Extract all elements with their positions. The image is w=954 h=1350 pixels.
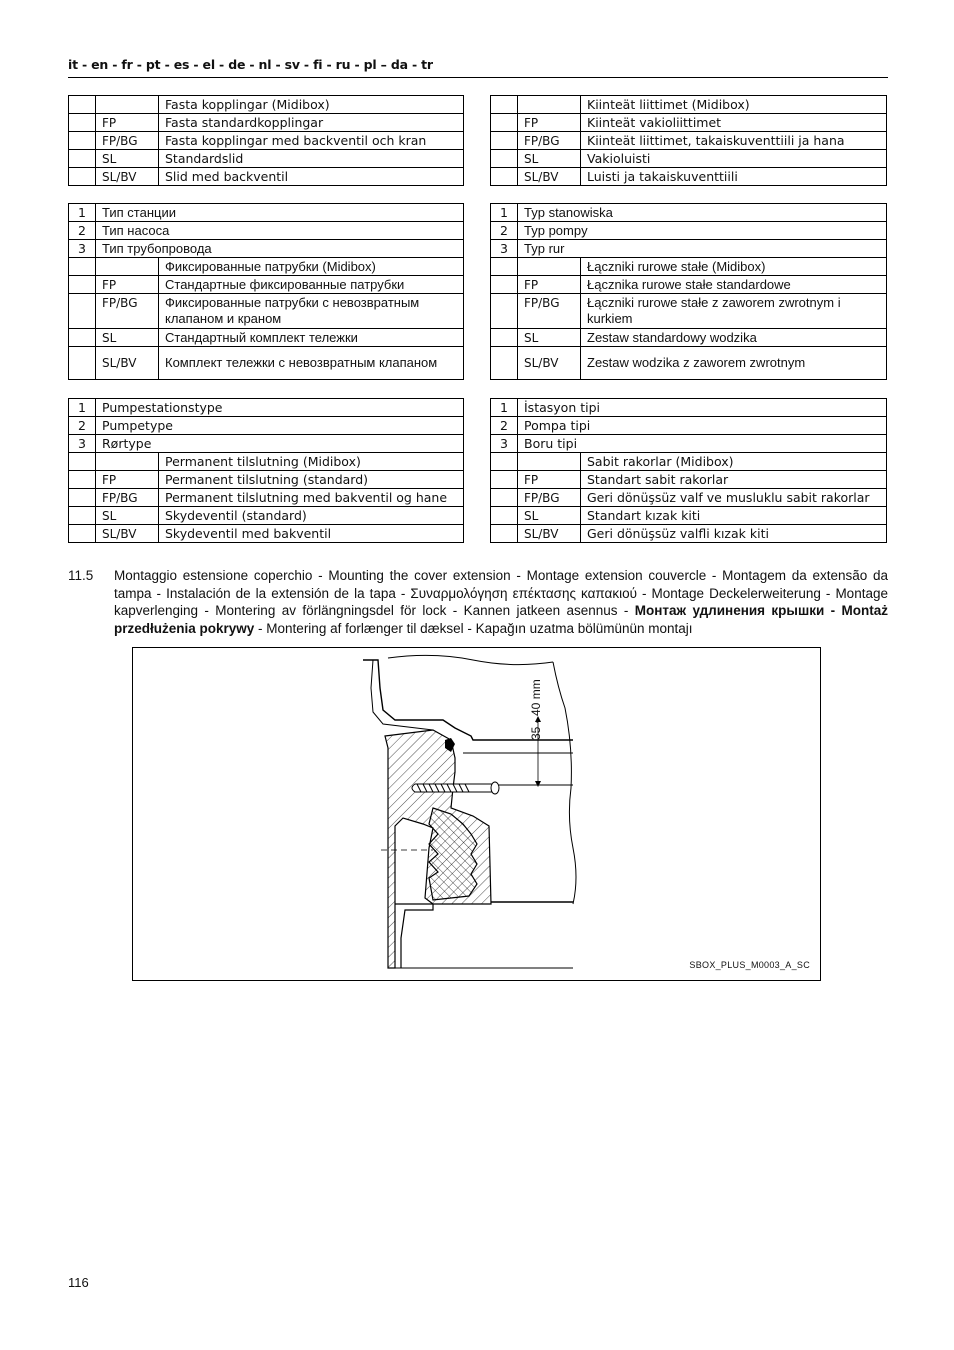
table-row: Фиксированные патрубки (Midibox) [69, 258, 464, 276]
section-title-part4: - Montering af forlænger til dæksel - Kapağın uzatma bölümünün montajı [254, 620, 693, 636]
table-row: SL Standart kızak kiti [491, 507, 887, 525]
section-heading [68, 567, 888, 637]
table-row: FP Standart sabit rakorlar [491, 471, 887, 489]
table-row: FP Fasta standardkopplingar [69, 114, 464, 132]
table-row: 2 Pompa tipi [491, 417, 887, 435]
table-row: SL Стандартный комплект тележки [69, 329, 464, 347]
table-row: SL/BV Luisti ja takaiskuventtiili [491, 168, 887, 186]
table-row: SL/BV Geri dönüşsüz valfli kızak kiti [491, 525, 887, 543]
table-row: FP/BG Permanent tilslutning med bakventil og hane [69, 489, 464, 507]
table-row: 1 Typ stanowiska [491, 204, 887, 222]
table-row: FP/BG Фиксированные патрубки с невозвратным клапаном и краном [69, 294, 464, 329]
table-ru [68, 203, 464, 380]
table-row: FP/BG Geri dönüşsüz valf ve musluklu sabit rakorlar [491, 489, 887, 507]
table-row: Permanent tilslutning (Midibox) [69, 453, 464, 471]
section-title-part3: Монтаж удлинения крышки - Montaż przedłużenia pokrywy [114, 603, 888, 636]
table-row: 1 İstasyon tipi [491, 399, 887, 417]
table-pl [490, 203, 887, 380]
cover-extension-figure [132, 647, 821, 981]
table-row: Sabit rakorlar (Midibox) [491, 453, 887, 471]
table-row: Kiinteät liittimet (Midibox) [491, 96, 887, 114]
table-row: FP Permanent tilslutning (standard) [69, 471, 464, 489]
table-row: FP/BG Fasta kopplingar med backventil och kran [69, 132, 464, 150]
cross-section-drawing [133, 648, 820, 980]
table-row: 2 Тип насоса [69, 222, 464, 240]
table-row: 1 Тип станции [69, 204, 464, 222]
table-row: FP Kiinteät vakioliittimet [491, 114, 887, 132]
table-row: 2 Typ pompy [491, 222, 887, 240]
table-row: 3 Boru tipi [491, 435, 887, 453]
table-row: 3 Rørtype [69, 435, 464, 453]
table-row: SL/BV Комплект тележки с невозвратным клапаном [69, 347, 464, 380]
figure-code: SBOX_PLUS_M0003_A_SC [689, 960, 810, 970]
table-row: FP/BG Kiinteät liittimet, takaiskuventtiili ja hana [491, 132, 887, 150]
table-row: 1 Pumpestationstype [69, 399, 464, 417]
table-tr [490, 398, 887, 543]
table-fi [490, 95, 887, 186]
table-da [68, 398, 464, 543]
dimension-label: 35 - 40 mm [529, 679, 543, 740]
table-row: SL Skydeventil (standard) [69, 507, 464, 525]
language-codes-header: it - en - fr - pt - es - el - de - nl - sv - fi - ru - pl – da - tr [68, 57, 433, 72]
table-row: FP Łącznika rurowe stałe standardowe [491, 276, 887, 294]
section-title-part1: Montaggio estensione coperchio - Mounting the cover extension - Montage extension couvercle - Montagem da extensão da tampa - Instalación de la extensión de la tapa - Συναρμολόγηση επέκτασης καπακιού - Montage Deckelerweiterung - [114, 568, 888, 601]
page-number: 116 [68, 1275, 89, 1290]
section-number: 11.5 [68, 568, 94, 583]
table-row: SL/BV Zestaw wodzika z zaworem zwrotnym [491, 347, 887, 380]
table-row: FP/BG Łączniki rurowe stałe z zaworem zwrotnym i kurkiem [491, 294, 887, 329]
table-row: Łączniki rurowe stałe (Midibox) [491, 258, 887, 276]
table-row: SL Standardslid [69, 150, 464, 168]
header-divider [68, 77, 888, 78]
table-row: 2 Pumpetype [69, 417, 464, 435]
table-row: SL/BV Slid med backventil [69, 168, 464, 186]
table-row: SL/BV Skydeventil med bakventil [69, 525, 464, 543]
table-row: 3 Typ rur [491, 240, 887, 258]
table-row: Fasta kopplingar (Midibox) [69, 96, 464, 114]
section-title-part2: Montage kapverlenging - Montering av förlängningsdel för lock - Kannen jatkeen asennus - [114, 585, 888, 618]
table-row: 3 Тип трубопровода [69, 240, 464, 258]
table-row: SL Vakioluisti [491, 150, 887, 168]
table-sv [68, 95, 464, 186]
table-row: FP Стандартные фиксированные патрубки [69, 276, 464, 294]
table-row: SL Zestaw standardowy wodzika [491, 329, 887, 347]
